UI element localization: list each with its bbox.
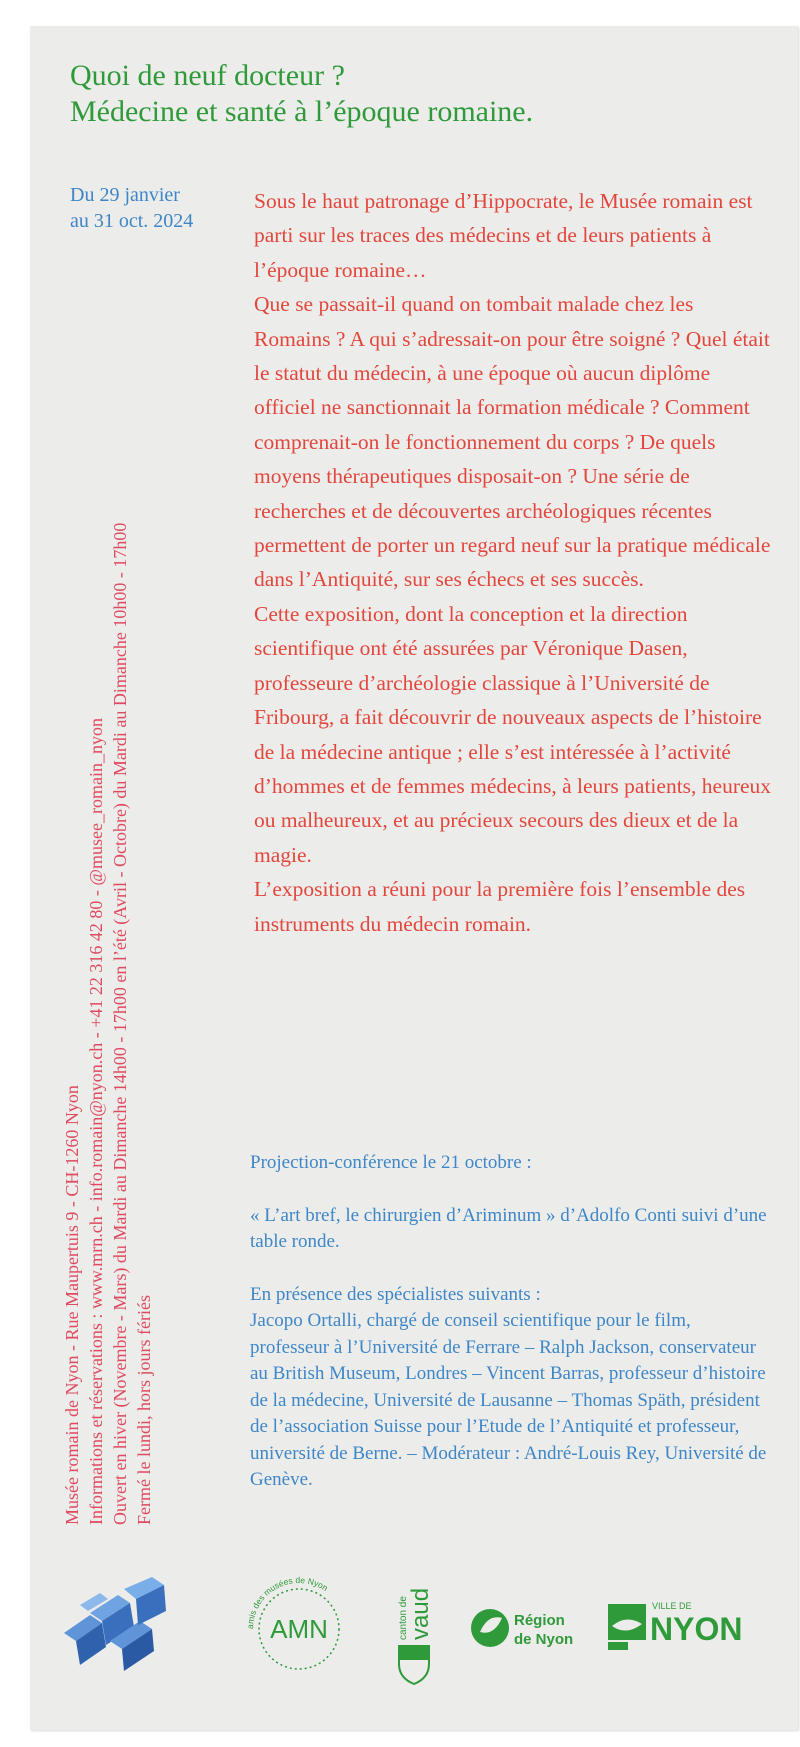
canton-vaud-logo [392,1574,442,1686]
exhibition-title [70,58,770,130]
conference-heading: Projection-conférence le 21 octobre : [250,1152,532,1173]
vaud-small-text: canton de [398,1596,409,1640]
region-line-1: Région [514,1612,565,1629]
region-line-2: de Nyon [514,1631,574,1648]
conference-section [250,1150,770,1494]
museum-opening-hours: Ouvert en hiver (Novembre - Mars) du Mardi au Dimanche 14h00 - 17h00 en l’été (Avril - Octobre) du Mardi au Dimanche 10h00 - 17h00 [110,522,130,1525]
description-paragraph-2: Que se passait-il quand on tombait malade chez les Romains ? A qui s’adressait-on pour être soigné ? Quel était le statut du médecin, à une époque où aucun diplôme officiel ne sanctionnait la formation médicale ? Comment comprenait-on le fonctionnement du corps ? De quels moyens thérapeutiques disposait-on ? Une série de recherches et de découvertes archéologiques récentes permettent de porter un regard neuf sur la pratique médicale dans l’Antiquité, sur ses échecs et ses succès. [254,292,771,592]
musee-romain-logo [60,1575,170,1675]
ville-fish-icon [608,1604,646,1650]
museum-closed-days: Fermé le lundi, hors jours fériés [134,1295,154,1525]
exhibition-description [254,184,774,941]
speakers-list: Jacopo Ortalli, chargé de conseil scientifique pour le film, professeur à l’Université de Ferrare – Ralph Jackson, conservateur au British Museum, Londres – Vincent Barras, professeur d’histoire de la médecine, Université de Lausanne – Thomas Späth, président de l’association Suisse pour l’Etude de l’Antiquité et professeur, université de Berne. – Modérateur : André-Louis Rey, Université de Genève. [250,1310,767,1490]
speakers-intro: En présence des spécialistes suivants : [250,1283,541,1305]
description-paragraph-4: L’exposition a réuni pour la première fois l’ensemble des instruments du médecin romain. [254,877,746,936]
ville-small-text: VILLE DE [652,1601,692,1611]
title-line-2: Médecine et santé à l’époque romaine. [70,95,534,128]
ville-nyon-logo [606,1596,754,1656]
amn-logo-text: AMN [270,1614,328,1644]
dates-line-1: Du 29 janvier [70,184,180,206]
museum-contact-info [60,305,240,1525]
museum-contact: Informations et réservations : www.mrn.ch - info.romain@nyon.ch - +41 22 316 42 80 - @musee_romain_nyon [86,718,106,1525]
exhibition-dates [70,182,240,234]
amn-ring-text: amis des musées de Nyon [244,1574,330,1630]
description-paragraph-3: Cette exposition, dont la conception et la direction scientifique ont été assurées par Véronique Dasen, professeure d’archéologie classique à l’Université de Fribourg, a fait découvrir de nouveaux aspects de l’histoire de la médecine antique ; elle s’est intéressée à l’activité d’hommes et de femmes médecins, à leurs patients, heureux ou malheureux, et au précieux secours des dieux et de la magie. [254,601,772,867]
ville-big-text: NYON [650,1611,743,1647]
conference-film: « L’art bref, le chirurgien d’Ariminum » d’Adolfo Conti suivi d’une table ronde. [250,1204,767,1252]
vaud-big-text: vaud [407,1587,434,1640]
cube-letters-icon [64,1577,166,1671]
museum-address: Musée romain de Nyon - Rue Maupertuis 9 - CH-1260 Nyon [62,1085,82,1525]
description-paragraph-1: Sous le haut patronage d’Hippocrate, le Musée romain est parti sur les traces des médecins et de leurs patients à l’époque romaine… [254,189,753,282]
conference-speakers [250,1282,770,1494]
title-line-1: Quoi de neuf docteur ? [70,59,345,92]
region-nyon-logo [470,1606,580,1654]
dates-line-2: au 31 oct. 2024 [70,210,194,232]
amn-logo [243,1573,355,1685]
